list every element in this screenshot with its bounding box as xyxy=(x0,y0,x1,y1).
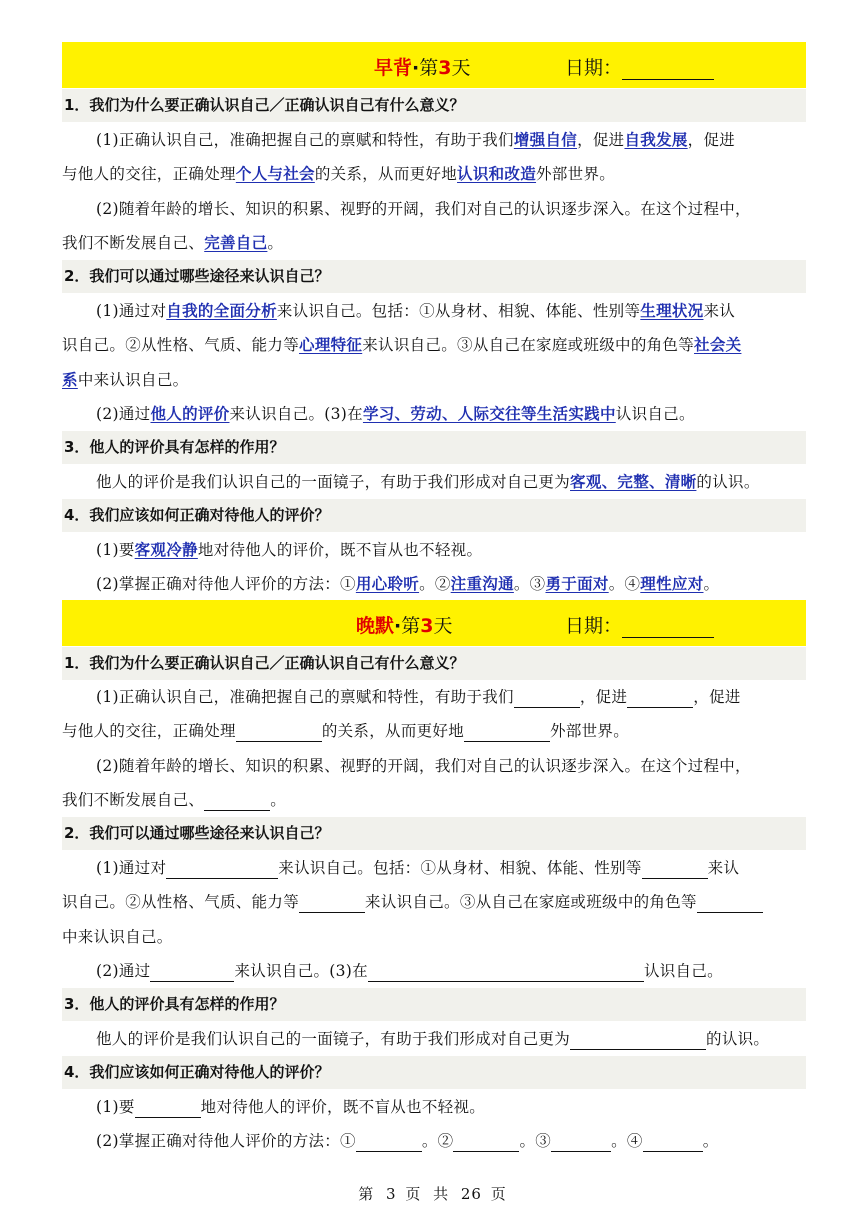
morning-title: 早背·第3天 xyxy=(374,57,471,79)
morning-banner xyxy=(62,42,806,88)
question-1: 1．我们为什么要正确认识自己／正确认识自己有什么意义？ xyxy=(62,89,806,122)
answer-line: (2)随着年龄的增长、知识的积累、视野的开阔，我们对自己的认识逐步深入。在这个过程中， xyxy=(96,200,751,218)
answer-line: (2)通过他人的评价来认识自己。(3)在学习、劳动、人际交往等生活实践中认识自己。 xyxy=(96,404,695,423)
fill-blank[interactable] xyxy=(643,1133,703,1152)
answer-line: 识自己。②从性格、气质、能力等心理特征来认识自己。③从自己在家庭或班级中的角色等社会关 xyxy=(62,335,742,354)
question-2: 2．我们可以通过哪些途径来认识自己？ xyxy=(62,817,806,850)
answer-line: (2)掌握正确对待他人评价的方法：①用心聆听。②注重沟通。③勇于面对。④理性应对。 xyxy=(96,574,720,593)
fill-blank[interactable] xyxy=(166,860,278,879)
answer-line: 与他人的交往，正确处理个人与社会的关系，从而更好地认识和改造外部世界。 xyxy=(62,164,616,183)
fill-line: (2)掌握正确对待他人评价的方法：① 。② 。③ 。④ 。 xyxy=(96,1132,719,1150)
evening-date: 日期： xyxy=(565,611,714,638)
fill-line: 他人的评价是我们认识自己的一面镜子，有助于我们形成对自己更为 的认识。 xyxy=(96,1030,770,1048)
question-3: 3．他人的评价具有怎样的作用？ xyxy=(62,431,806,464)
fill-blank[interactable] xyxy=(570,1031,706,1050)
fill-blank[interactable] xyxy=(642,860,708,879)
answer-line: 系中来认识自己。 xyxy=(62,370,189,389)
fill-blank[interactable] xyxy=(551,1133,611,1152)
answer-line: (1)要客观冷静地对待他人的评价，既不盲从也不轻视。 xyxy=(96,540,483,559)
fill-blank[interactable] xyxy=(204,792,270,811)
fill-blank[interactable] xyxy=(514,689,580,708)
fill-blank[interactable] xyxy=(236,723,322,742)
question-1: 1．我们为什么要正确认识自己／正确认识自己有什么意义？ xyxy=(62,647,806,680)
fill-line: (2)随着年龄的增长、知识的积累、视野的开阔，我们对自己的认识逐步深入。在这个过程中， xyxy=(96,757,751,775)
fill-line: (1)要 地对待他人的评价，既不盲从也不轻视。 xyxy=(96,1098,486,1116)
fill-blank[interactable] xyxy=(299,894,365,913)
morning-date: 日期： xyxy=(565,53,714,80)
fill-line: (2)通过 来认识自己。(3)在 认识自己。 xyxy=(96,962,723,980)
date-blank[interactable] xyxy=(622,619,714,638)
question-4: 4．我们应该如何正确对待他人的评价？ xyxy=(62,499,806,532)
fill-line: (1)正确认识自己，准确把握自己的禀赋和特性，有助于我们 ，促进 ，促进 xyxy=(96,688,741,706)
fill-blank[interactable] xyxy=(356,1133,422,1152)
fill-line: 与他人的交往，正确处理 的关系，从而更好地 外部世界。 xyxy=(62,722,630,740)
fill-blank[interactable] xyxy=(697,894,763,913)
answer-line: (1)正确认识自己，准确把握自己的禀赋和特性，有助于我们增强自信，促进自我发展，促进 xyxy=(96,130,736,149)
fill-blank[interactable] xyxy=(464,723,550,742)
fill-line: 我们不断发展自己、 。 xyxy=(62,791,287,809)
answer-line: (1)通过对自我的全面分析来认识自己。包括：①从身材、相貌、体能、性别等生理状况来认 xyxy=(96,301,736,320)
evening-banner xyxy=(62,600,806,646)
fill-blank[interactable] xyxy=(453,1133,519,1152)
fill-blank[interactable] xyxy=(135,1099,201,1118)
fill-line: 中来认识自己。 xyxy=(62,928,173,946)
fill-line: (1)通过对 来认识自己。包括：①从身材、相貌、体能、性别等 来认 xyxy=(96,859,740,877)
question-2: 2．我们可以通过哪些途径来认识自己？ xyxy=(62,260,806,293)
page-footer: 第 3 页 共 26 页 xyxy=(358,1185,510,1203)
answer-line: 我们不断发展自己、完善自己。 xyxy=(62,233,284,252)
fill-blank[interactable] xyxy=(627,689,693,708)
date-blank[interactable] xyxy=(622,61,714,80)
fill-blank[interactable] xyxy=(368,963,644,982)
question-4: 4．我们应该如何正确对待他人的评价？ xyxy=(62,1056,806,1089)
question-3: 3．他人的评价具有怎样的作用？ xyxy=(62,988,806,1021)
answer-line: 他人的评价是我们认识自己的一面镜子，有助于我们形成对自己更为客观、完整、清晰的认识。 xyxy=(96,472,760,491)
evening-title: 晚默·第3天 xyxy=(356,615,453,637)
fill-line: 识自己。②从性格、气质、能力等 来认识自己。③从自己在家庭或班级中的角色等 xyxy=(62,891,822,913)
fill-blank[interactable] xyxy=(150,963,234,982)
